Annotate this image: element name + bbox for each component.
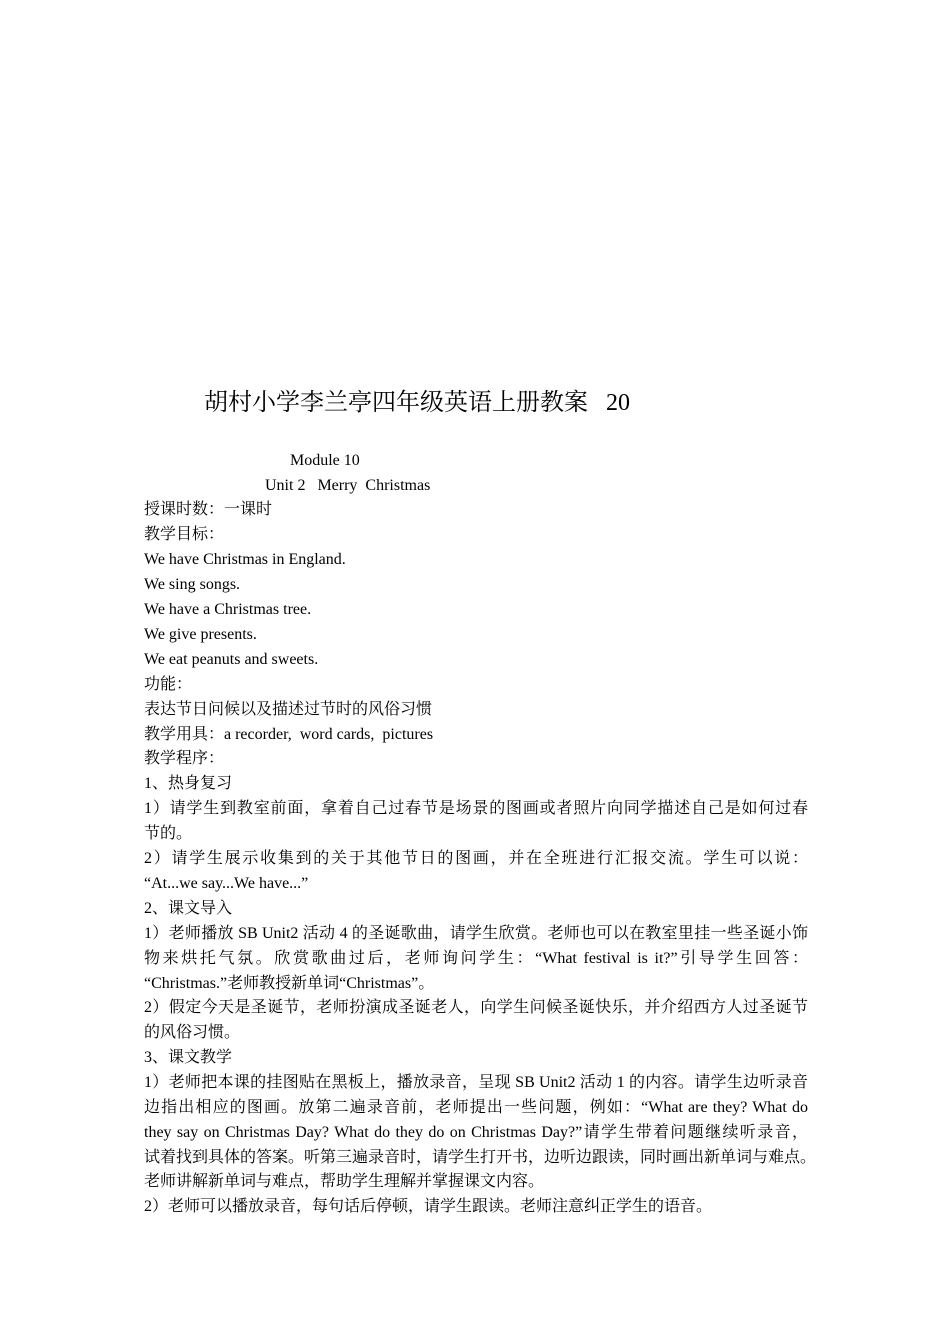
text-line: 的风俗习惯。 [144,1024,241,1041]
text-line: We give presents. [144,626,257,643]
section-heading: 1、热身复习 [144,775,233,792]
text-line: 2）假定今天是圣诞节，老师扮演成圣诞老人，向学生问候圣诞快乐，并介绍西方人过圣诞节 [144,999,808,1016]
text-line: We have a Christmas tree. [144,601,312,618]
text-line: We eat peanuts and sweets. [144,651,319,668]
text-line: 表达节日问候以及描述过节时的风俗习惯 [144,701,433,718]
text-line: 1）请学生到教室前面，拿着自己过春节是场景的图画或者照片向同学描述自己是如何过春 [144,800,808,817]
text-line: 2）老师可以播放录音，每句话后停顿，请学生跟读。老师注意纠正学生的语音。 [144,1198,713,1215]
section-heading: 3、课文教学 [144,1049,233,1066]
text-line: We sing songs. [144,576,241,593]
text-line: 边指出相应的图画。放第二遍录音前，老师提出一些问题，例如：“What are they? What do [144,1099,808,1116]
text-line: 物来烘托气氛。欣赏歌曲过后，老师询问学生：“What festival is it?”引导学生回答： [144,950,808,967]
text-line: 教学程序： [144,750,225,767]
text-line: they say on Christmas Day? What do they do on Christmas Day?”请学生带着问题继续听录音， [144,1124,808,1141]
text-line: 2）请学生展示收集到的关于其他节日的图画，并在全班进行汇报交流。学生可以说： [144,850,808,867]
text-line: 1）老师把本课的挂图贴在黑板上，播放录音，呈现 SB Unit2 活动 1 的内容。请学生边听录音 [144,1074,808,1091]
text-line: 教学用具：a recorder, word cards, pictures [144,726,434,743]
text-line: 节的。 [144,825,193,842]
unit-heading: Unit 2 Merry Christmas [265,477,431,494]
text-line: 老师讲解新单词与难点，帮助学生理解并掌握课文内容。 [144,1173,545,1190]
text-line: “At...we say...We have...” [144,875,309,892]
text-line: 功能： [144,676,193,693]
text-line: 1）老师播放 SB Unit2 活动 4 的圣诞歌曲，请学生欣赏。老师也可以在教室里挂一些圣诞小饰 [144,925,808,942]
module-heading: Module 10 [290,452,360,469]
text-line: 授课时数：一课时 [144,501,273,518]
text-line: 教学目标： [144,526,225,543]
text-line: “Christmas.”老师教授新单词“Christmas”。 [144,975,435,992]
text-line: 试着找到具体的答案。听第三遍录音时，请学生打开书，边听边跟读，同时画出新单词与难点。 [144,1149,817,1166]
document-title: 胡村小学李兰亭四年级英语上册教案 20 [204,390,630,416]
section-heading: 2、课文导入 [144,900,233,917]
text-line: We have Christmas in England. [144,551,346,568]
